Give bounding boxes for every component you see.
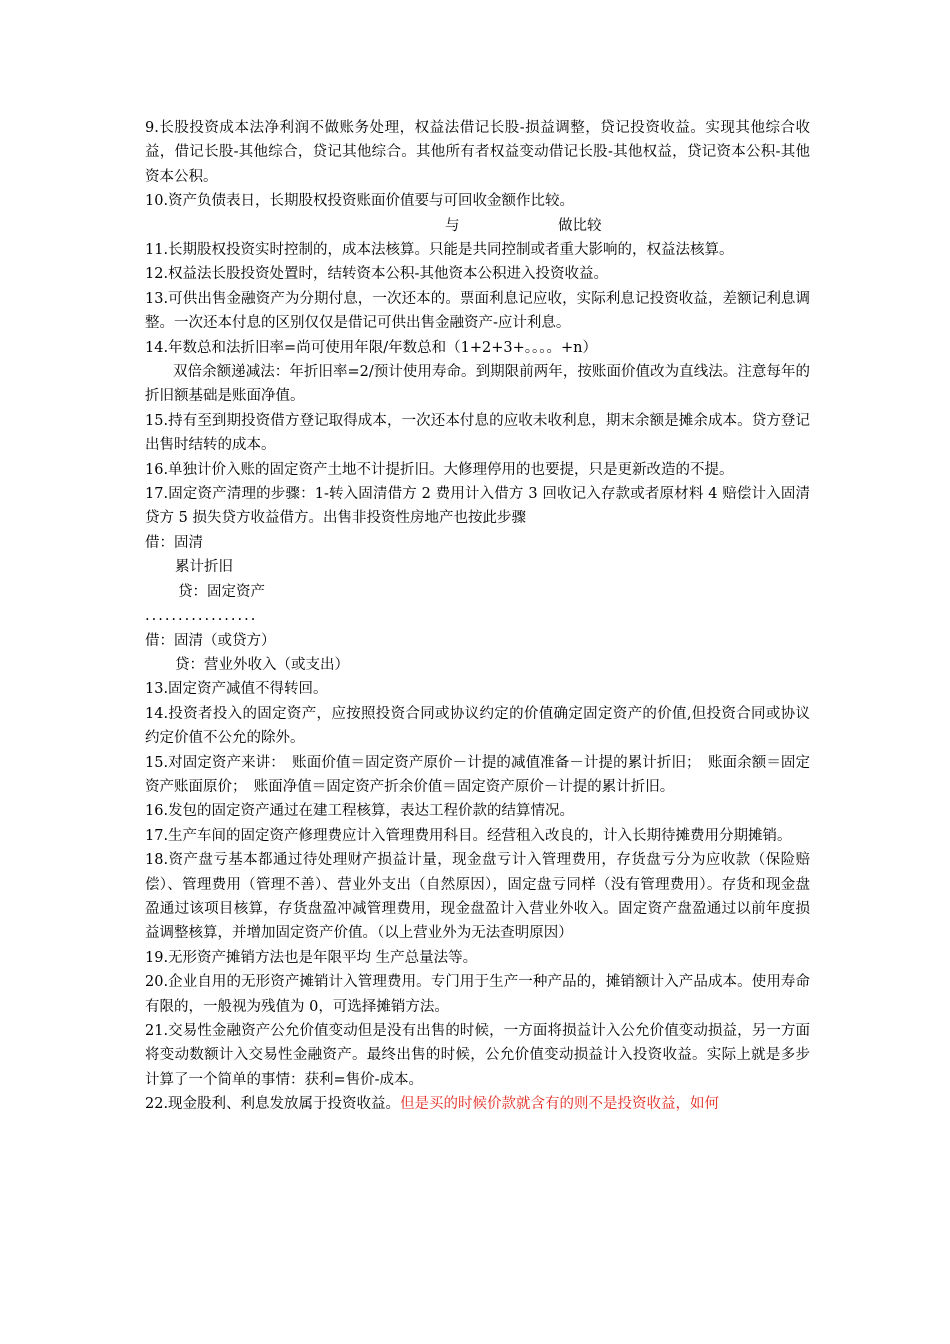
- paragraph-10: 10.资产负债表日，长期股权投资账面价值要与可回收金额作比较。: [145, 193, 575, 210]
- paragraph-16b: 16.发包的固定资产通过在建工程核算，表达工程价款的结算情况。: [145, 803, 575, 820]
- journal-accumulated-depreciation: 累计折旧: [175, 559, 233, 576]
- paragraph-17a: 17.固定资产清理的步骤：1-转入固清借方 2 费用计入借方 3 回收记入存款或者原材料 4 赔偿计入固清贷方 5 损失贷方收益借方。出售非投资性房地产也按此步骤: [145, 486, 810, 527]
- paragraph-12: 12.权益法长股投资处置时，结转资本公积-其他资本公积进入投资收益。: [145, 266, 608, 283]
- paragraph-9: 9.长股投资成本法净利润不做账务处理，权益法借记长股-损益调整，贷记投资收益。实现其他综合收益，借记长股-其他综合，贷记其他综合。其他所有者权益变动借记长股-其他权益，贷记资本公积-其他资本公积。: [145, 120, 810, 185]
- paragraph-11: 11.长期股权投资实时控制的，成本法核算。只能是共同控制或者重大影响的，权益法核算。: [145, 242, 734, 259]
- paragraph-18: 18.资产盘亏基本都通过待处理财产损益计量，现金盘亏计入管理费用，存货盘亏分为应收款（保险赔偿）、管理费用（管理不善）、营业外支出（自然原因），固定盘亏同样（没有管理费用）。存货和现金盘盈通过该项目核算，存货盘盈冲减管理费用，现金盘盈计入营业外收入。固定资产盘盈通过以前年度损益调整核算，并增加固定资产价值。（以上营业外为无法查明原因）: [145, 852, 810, 942]
- fragment-word-a: 与: [445, 217, 460, 234]
- paragraph-14b: 14.投资者投入的固定资产，应按照投资合同或协议约定的价值确定固定资产的价值,但投资合同或协议约定价值不公允的除外。: [145, 705, 810, 747]
- document-body: [145, 116, 810, 1117]
- paragraph-22-highlight: 但是买的时候价款就含有的则不是投资收益，如何: [400, 1096, 720, 1113]
- paragraph-17b: 17.生产车间的固定资产修理费应计入管理费用科目。经营租入改良的，计入长期待摊费用分期摊销。: [145, 827, 792, 844]
- paragraph-10-fragment: [145, 214, 810, 238]
- paragraph-15a: 15.持有至到期投资借方登记取得成本，一次还本付息的应收未收利息，期末余额是摊余成本。贷方登记出售时结转的成本。: [145, 412, 810, 454]
- paragraph-15b: 15.对固定资产来讲： 账面价值＝固定资产原价－计提的减值准备－计提的累计折旧； 账面余额＝固定资产账面原价； 账面净值＝固定资产折余价值＝固定资产原价－计提的累计折旧。: [145, 754, 810, 795]
- journal-debit-line: 借：固清: [145, 534, 203, 551]
- paragraph-16a: 16.单独计价入账的固定资产土地不计提折旧。大修理停用的也要提，只是更新改造的不提。: [145, 461, 734, 478]
- paragraph-19: 19.无形资产摊销方法也是年限平均 生产总量法等。: [145, 949, 478, 966]
- paragraph-22: [145, 1092, 810, 1116]
- journal-debit-line-2: 借：固清（或贷方）: [145, 632, 276, 649]
- paragraph-20: 20.企业自用的无形资产摊销计入管理费用。专门用于生产一种产品的，摊销额计入产品成本。使用寿命有限的，一般视为残值为 0，可选择摊销方法。: [145, 974, 810, 1015]
- paragraph-14a: 14.年数总和法折旧率=尚可使用年限/年数总和（1+2+3+。。。。+n）: [145, 339, 597, 356]
- journal-credit-nonoperating: 贷：营业外收入（或支出）: [175, 656, 349, 673]
- paragraph-13a: 13.可供出售金融资产为分期付息，一次还本的。票面利息记应收，实际利息记投资收益，差额记利息调整。一次还本付息的区别仅仅是借记可供出售金融资产-应计利息。: [145, 290, 810, 332]
- paragraph-22-text: 22.现金股利、利息发放属于投资收益。: [145, 1096, 401, 1113]
- paragraph-13b: 13.固定资产减值不得转回。: [145, 681, 328, 698]
- paragraph-21: 21.交易性金融资产公允价值变动但是没有出售的时候，一方面将损益计入公允价值变动损益，另一方面将变动数额计入交易性金融资产。最终出售的时候，公允价值变动损益计入投资收益。实际上就是多步计算了一个简单的事情：获利=售价-成本。: [145, 1023, 810, 1088]
- fragment-word-b: 做比较: [558, 217, 602, 234]
- journal-separator: .................: [145, 608, 258, 625]
- paragraph-14a-double-declining: 双倍余额递减法：年折旧率=2/预计使用寿命。到期限前两年，按账面价值改为直线法。注意每年的折旧额基础是账面净值。: [145, 364, 810, 405]
- journal-credit-fixed-assets: 贷：固定资产: [178, 583, 265, 600]
